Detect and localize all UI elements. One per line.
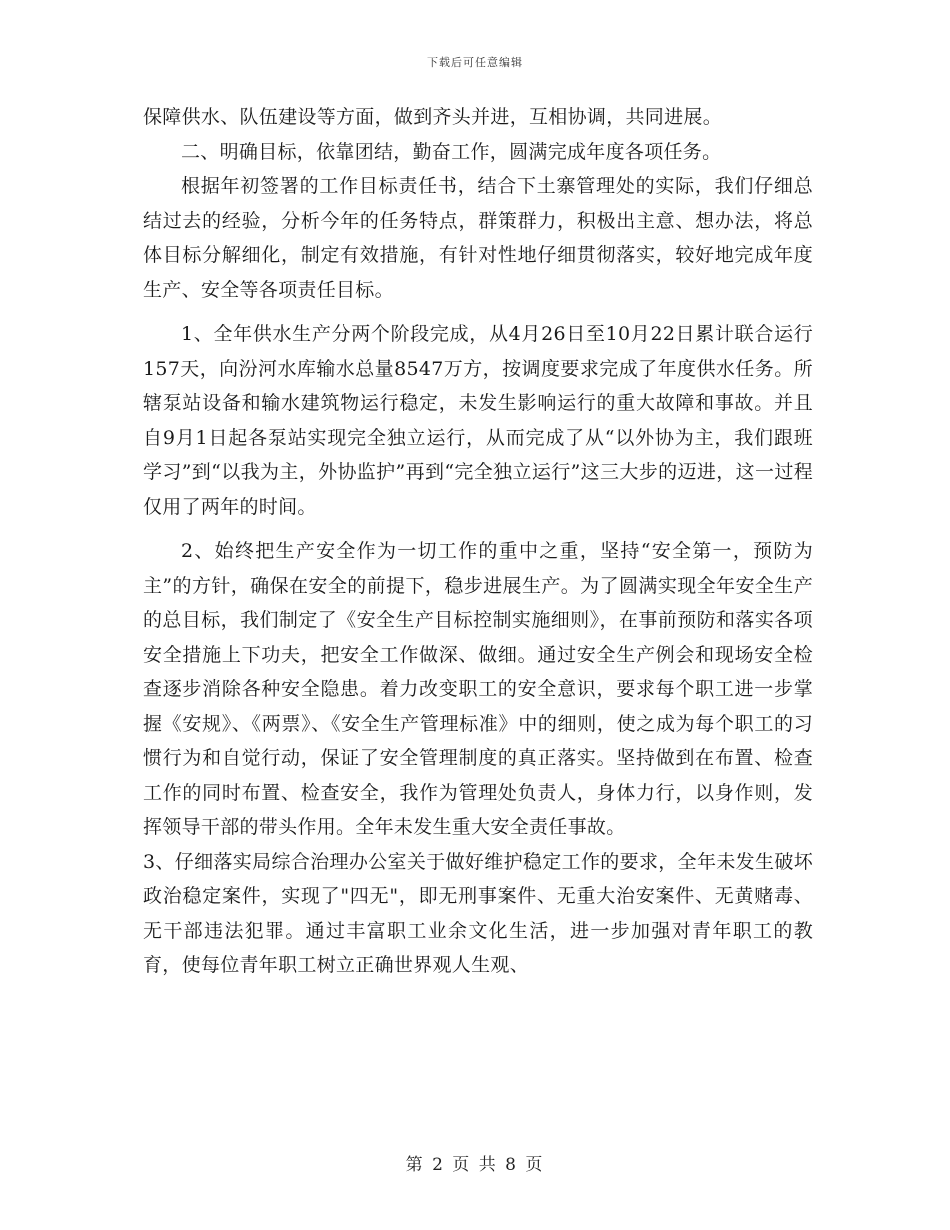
paragraph-intro: 根据年初签署的工作目标责任书，结合下土寨管理处的实际，我们仔细总结过去的经验，分析今年的任务特点，群策群力，积极出主意、想办法，将总体目标分解细化，制定有效措施，有针对性地仔细贯彻落实，较好地完成年度生产、安全等各项责任目标。 bbox=[143, 175, 813, 301]
document-body bbox=[143, 100, 813, 983]
paragraph-item-1: 1、全年供水生产分两个阶段完成，从4月26日至10月22日累计联合运行157天，向汾河水库输水总量8547万方，按调度要求完成了年度供水任务。所辖泵站设备和输水建筑物运行稳定，未发生影响运行的重大故障和事故。并且自9月1日起各泵站实现完全独立运行，从而完成了从“以外协为主，我们跟班学习”到“以我为主，外协监护”再到“完全独立运行”这三大步的迈进，这一过程仅用了两年的时间。 bbox=[143, 323, 813, 518]
page-header-note: 下载后可任意编辑 bbox=[427, 56, 523, 69]
paragraph-item-3: 3、仔细落实局综合治理办公室关于做好维护稳定工作的要求，全年未发生破坏政治稳定案件，实现了"四无"，即无刑事案件、无重大治安案件、无黄赌毒、无干部违法犯罪。通过丰富职工业余文化生活，进一步加强对青年职工的教育，使每位青年职工树立正确世界观人生观、 bbox=[143, 850, 813, 976]
section-heading: 二、明确目标，依靠团结，勤奋工作，圆满完成年度各项任务。 bbox=[181, 140, 722, 163]
paragraph-item-2: 2、始终把生产安全作为一切工作的重中之重，坚持“安全第一，预防为主”的方针，确保在安全的前提下，稳步进展生产。为了圆满实现全年安全生产的总目标，我们制定了《安全生产目标控制实施细则》，在事前预防和落实各项安全措施上下功夫，把安全工作做深、做细。通过安全生产例会和现场安全检查逐步消除各种安全隐患。着力改变职工的安全意识，要求每个职工进一步掌握《安规》、《两票》、《安全生产管理标准》中的细则，使之成为每个职工的习惯行为和自觉行动，保证了安全管理制度的真正落实。坚持做到在布置、检查工作的同时布置、检查安全，我作为管理处负责人，身体力行，以身作则，发挥领导干部的带头作用。全年未发生重大安全责任事故。 bbox=[143, 540, 813, 838]
paragraph-continuation: 保障供水、队伍建设等方面，做到齐头并进，互相协调，共同进展。 bbox=[143, 106, 723, 128]
page-number: 第 2 页 共 8 页 bbox=[405, 1155, 545, 1175]
